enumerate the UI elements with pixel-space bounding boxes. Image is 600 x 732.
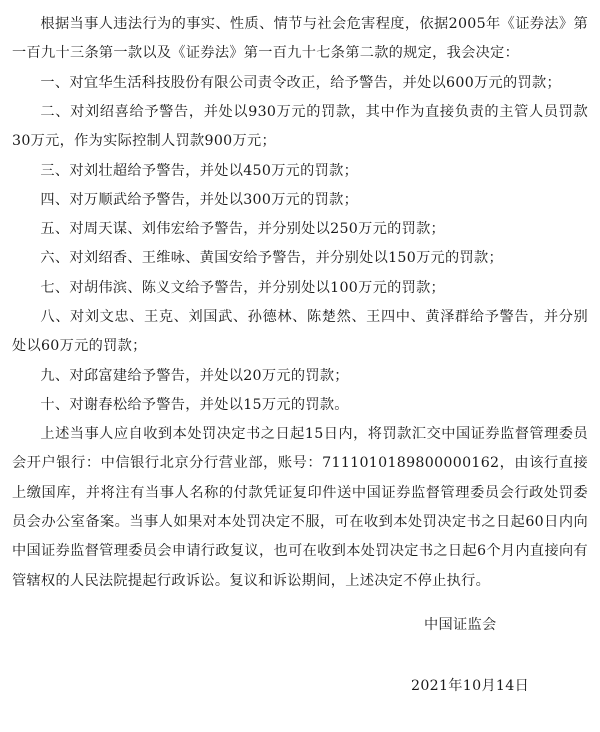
decision-item-1: 一、对宜华生活科技股份有限公司责令改正，给予警告，并处以600万元的罚款； <box>40 74 561 91</box>
decision-item-10: 十、对谢春松给予警告，并处以15万元的罚款。 <box>40 396 349 413</box>
decision-item-2: 二、对刘绍喜给予警告，并处以930万元的罚款，其中作为直接负责的主管人员罚款30万元，作为实际控制人罚款900万元； <box>12 103 588 150</box>
decision-item-9: 九、对邱富建给予警告，并处以20万元的罚款； <box>40 367 349 384</box>
decision-item-4: 四、对万顺武给予警告，并处以300万元的罚款； <box>40 191 359 208</box>
issue-date: 2021年10月14日 <box>411 678 530 694</box>
decision-item-8: 八、对刘文忠、王克、刘国武、孙德林、陈楚然、王四中、黄泽群给予警告，并分别处以60万元的罚款； <box>12 309 588 355</box>
decision-item-6: 六、对刘绍香、王维咏、黄国安给予警告，并分别处以150万元的罚款； <box>40 250 503 267</box>
decision-item-5: 五、对周天谋、刘伟宏给予警告，并分别处以250万元的罚款； <box>40 221 446 238</box>
payment-notice-paragraph: 上述当事人应自收到本处罚决定书之日起15日内，将罚款汇交中国证券监督管理委员会开户银行：中信银行北京分行营业部，账号：7111010189800000162，由该行直接上缴国库，并将注有当事人名称的付款凭证复印件送中国证券监督管理委员会行政处罚委员会办公室备案。当事人如果对本处罚决定不服，可在收到本处罚决定书之日起60日内向中国证券监督管理委员会申请行政复议，也可在收到本处罚决定书之日起6个月内直接向有管辖权的人民法院提起行政诉讼。复议和诉讼期间，上述决定不停止执行。 <box>12 426 588 589</box>
decision-item-3: 三、对刘壮超给予警告，并处以450万元的罚款； <box>40 162 359 179</box>
intro-paragraph: 根据当事人违法行为的事实、性质、情节与社会危害程度，依据2005年《证券法》第一百九十三条第一款以及《证券法》第一百九十七条第二款的规定，我会决定： <box>12 16 588 62</box>
decision-item-7: 七、对胡伟滨、陈义文给予警告，并分别处以100万元的罚款； <box>40 279 446 296</box>
issuer-signature: 中国证监会 <box>424 617 497 633</box>
